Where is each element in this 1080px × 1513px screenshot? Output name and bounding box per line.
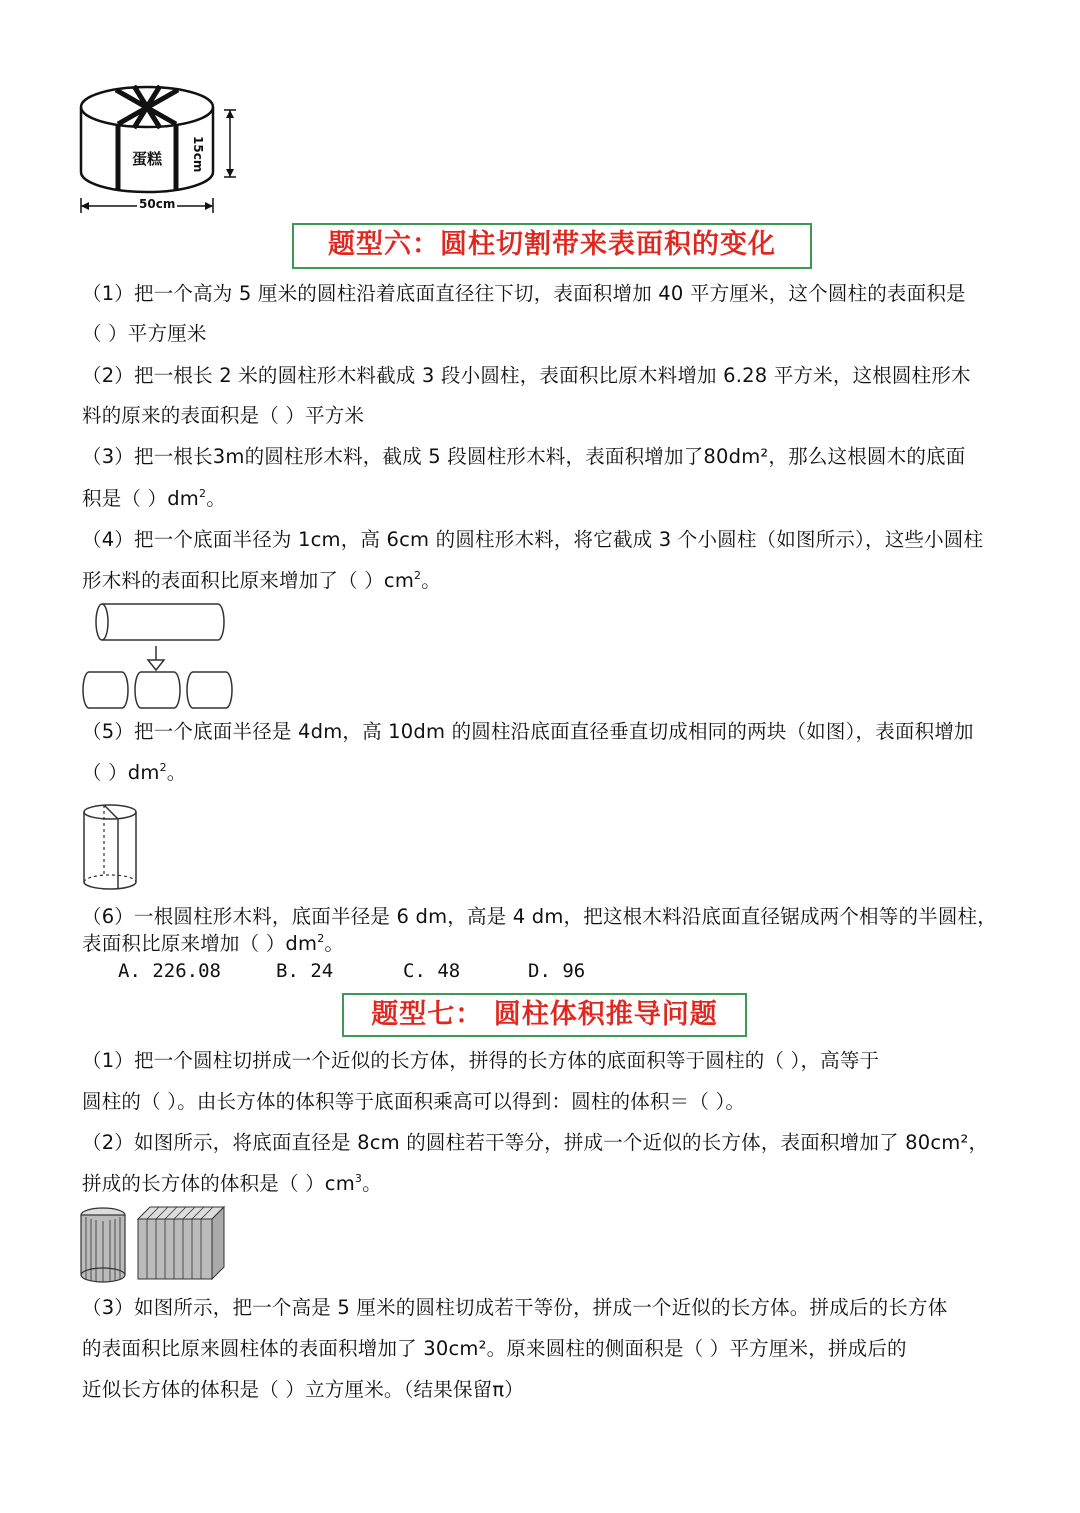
s7-q2-line1: （2）如图所示，将底面直径是 8cm 的圆柱若干等分，拼成一个近似的长方体，表面积增加了 80cm²， bbox=[82, 1131, 989, 1154]
vertical-cut-cylinder-figure bbox=[82, 802, 142, 896]
s7-q1-line1: （1）把一个圆柱切拼成一个近似的长方体，拼得的长方体的底面积等于圆柱的（ ），高等于 bbox=[82, 1049, 880, 1072]
s6-q5-line2-end: 。 bbox=[166, 761, 187, 784]
s6-q6-line2 bbox=[82, 932, 344, 956]
cylinder-to-cuboid-figure bbox=[78, 1205, 228, 1283]
s7-q2-line2-text: 拼成的长方体的体积是（ ）cm bbox=[82, 1172, 355, 1195]
cake-diameter-label: 50cm bbox=[139, 197, 176, 211]
section7-title: 题型七： 圆柱体积推导问题 bbox=[342, 993, 747, 1037]
s6-q6-line1: （6）一根圆柱形木料，底面半径是 6 dm，高是 4 dm，把这根木料沿底面直径锯成两个相等的半圆柱， bbox=[82, 905, 997, 928]
superscript: 2 bbox=[198, 487, 207, 500]
s7-q3-line1: （3）如图所示，把一个高是 5 厘米的圆柱切成若干等份，拼成一个近似的长方体。拼成后的长方体 bbox=[82, 1296, 948, 1319]
s6-q5-line1: （5）把一个底面半径是 4dm，高 10dm 的圆柱沿底面直径垂直切成相同的两块（如图），表面积增加 bbox=[82, 720, 974, 743]
s6-q1-line1: （1）把一个高为 5 厘米的圆柱沿着底面直径往下切，表面积增加 40 平方厘米，这个圆柱的表面积是 bbox=[82, 282, 966, 305]
s6-q6-line2-end: 。 bbox=[324, 932, 345, 955]
s6-q6-option-a: A. 226.08 bbox=[118, 960, 221, 982]
s6-q4-line1: （4）把一个底面半径为 1cm，高 6cm 的圆柱形木料，将它截成 3 个小圆柱（如图所示），这些小圆柱 bbox=[82, 528, 984, 551]
s6-q2-line2: 料的原来的表面积是（ ）平方米 bbox=[82, 404, 365, 427]
s6-q4-line2 bbox=[82, 569, 441, 593]
superscript: 3 bbox=[354, 1172, 363, 1185]
cake-label: 蛋糕 bbox=[132, 150, 163, 168]
superscript: 2 bbox=[414, 569, 422, 582]
superscript: 2 bbox=[159, 761, 167, 774]
s7-q1-line2: 圆柱的（ ）。由长方体的体积等于底面积乘高可以得到：圆柱的体积＝（ ）。 bbox=[82, 1090, 746, 1113]
s6-q6-option-d: D. 96 bbox=[528, 960, 586, 982]
s6-q2-line1: （2）把一根长 2 米的圆柱形木料截成 3 段小圆柱，表面积比原木料增加 6.28 平方米，这根圆柱形木 bbox=[82, 364, 971, 387]
cake-height-label: 15cm bbox=[191, 136, 205, 173]
s6-q5-line2 bbox=[82, 761, 186, 785]
s6-q3-line2-end: 。 bbox=[206, 487, 226, 510]
s6-q3-line1: （3）把一根长3m的圆柱形木料，截成 5 段圆柱形木料，表面积增加了80dm²，那么这根圆木的底面 bbox=[82, 445, 966, 468]
s6-q6-line2-text: 表面积比原来增加（ ）dm bbox=[82, 932, 318, 955]
section6-title: 题型六：圆柱切割带来表面积的变化 bbox=[292, 223, 812, 269]
s6-q3-line2-text: 积是（ ）dm bbox=[82, 487, 199, 510]
s6-q1-line2: （ ）平方厘米 bbox=[82, 322, 207, 345]
log-cutting-figure bbox=[80, 600, 240, 712]
s6-q4-line2-text: 形木料的表面积比原来增加了（ ）cm bbox=[82, 569, 415, 592]
s6-q3-line2 bbox=[82, 487, 226, 511]
s6-q4-line2-end: 。 bbox=[421, 569, 441, 592]
s6-q6-option-b: B. 24 bbox=[276, 960, 334, 982]
s6-q5-line2-text: （ ）dm bbox=[82, 761, 160, 784]
superscript: 2 bbox=[317, 932, 325, 945]
s7-q3-line2: 的表面积比原来圆柱体的表面积增加了 30cm²。原来圆柱的侧面积是（ ）平方厘米，拼成后的 bbox=[82, 1337, 907, 1360]
s6-q6-option-c: C. 48 bbox=[403, 960, 461, 982]
s7-q3-line3: 近似长方体的体积是（ ）立方厘米。（结果保留π） bbox=[82, 1378, 524, 1401]
s7-q2-line2-end: 。 bbox=[362, 1172, 382, 1195]
s7-q2-line2 bbox=[82, 1172, 382, 1196]
